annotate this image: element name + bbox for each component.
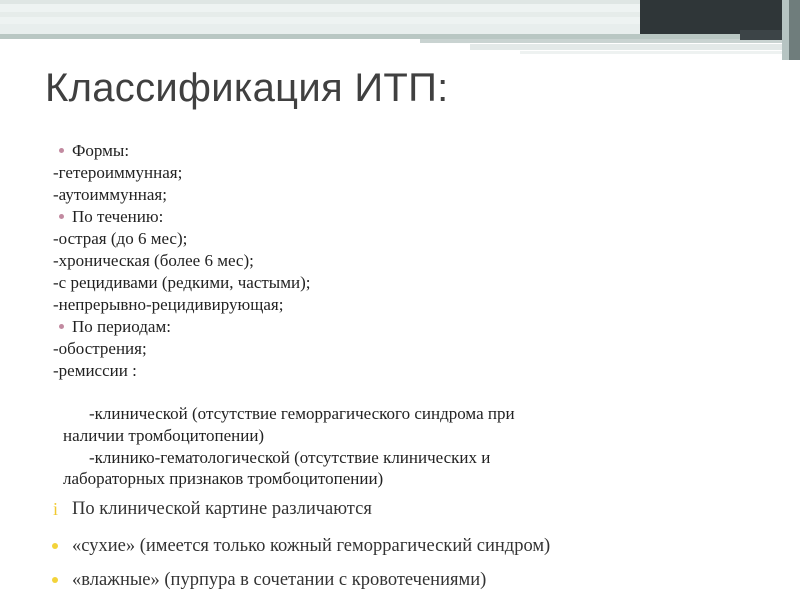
bullet-dot (59, 324, 64, 329)
bullet-dot (52, 577, 58, 583)
slide-title: Классификация ИТП: (45, 66, 449, 110)
bullet-dot (59, 148, 64, 153)
text-line: наличии тромбоцитопении) (63, 426, 265, 445)
text-line: «сухие» (имеется только кожный геморрагический синдром) (72, 536, 551, 556)
text-line: По клинической картине различаются (72, 499, 372, 519)
bullet-dot (52, 543, 58, 549)
text-line: -непрерывно-рецидивирующая; (53, 295, 284, 314)
text-line: -клинико-гематологической (отсутствие клинических и (89, 448, 491, 467)
text-line: -обострения; (53, 339, 147, 358)
info-marker: i (53, 499, 59, 519)
text-line: По течению: (72, 207, 164, 226)
text-line: -хроническая (более 6 мес); (53, 251, 254, 270)
text-line: -с рецидивами (редкими, частыми); (53, 273, 311, 292)
text-line: -клинической (отсутствие геморрагического синдрома при (89, 404, 515, 423)
text-line: -гетероиммунная; (53, 163, 183, 182)
text-line: -ремиссии : (53, 361, 137, 380)
text-line: лабораторных признаков тромбоцитопении) (63, 469, 384, 488)
text-line: -аутоиммунная; (53, 185, 167, 204)
text-line: «влажные» (пурпура в сочетании с кровотечениями) (72, 570, 487, 590)
text-line: -острая (до 6 мес); (53, 229, 188, 248)
bullet-dot (59, 214, 64, 219)
text-line: Формы: (72, 141, 130, 160)
text-line: По периодам: (72, 317, 171, 336)
